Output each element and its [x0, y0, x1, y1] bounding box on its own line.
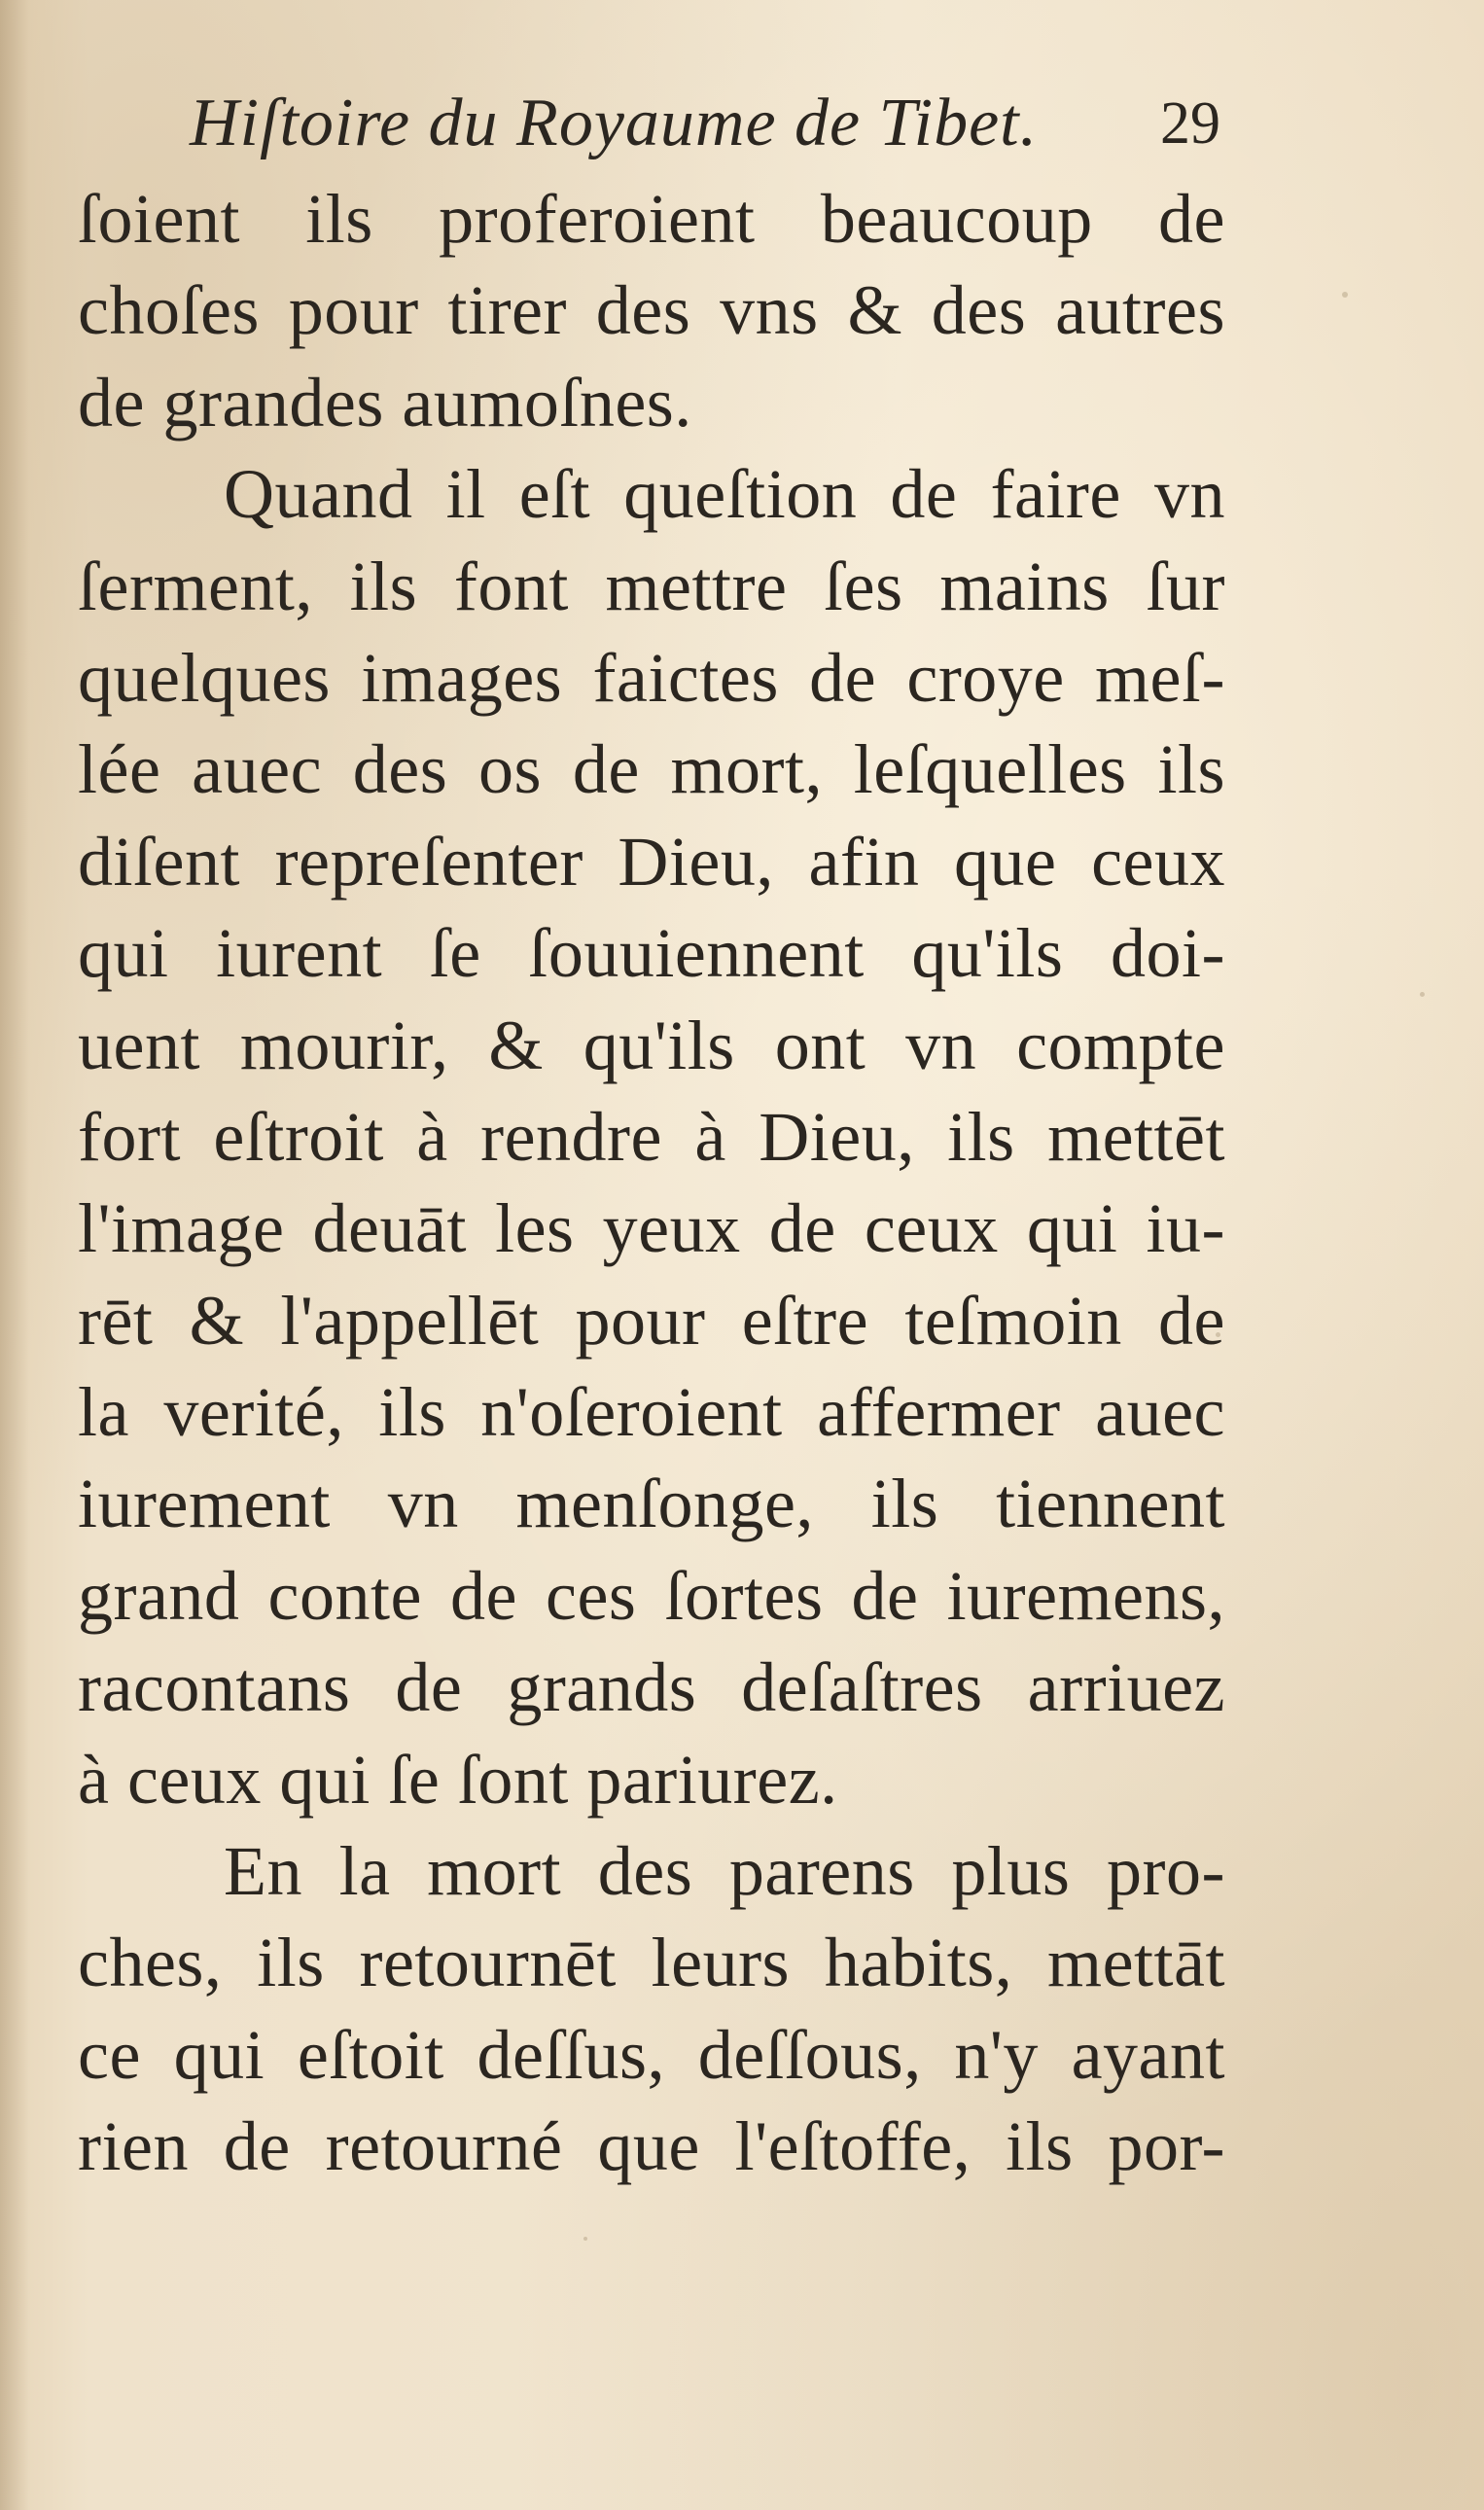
text-line: racontans de grands deſaſtres arriuez	[78, 1648, 1225, 1727]
text-line: rien de retourné que l'eſtoffe, ils por-	[78, 2107, 1225, 2186]
text-line: à ceux qui ſe ſont pariurez.	[78, 1740, 838, 1819]
text-line: grand conte de ces ſortes de iuremens,	[78, 1556, 1225, 1635]
paper-speck	[1420, 992, 1425, 997]
text-line: diſent repreſenter Dieu, afin que ceux	[78, 822, 1225, 901]
text-line: ſoient ils proferoient beaucoup de	[78, 180, 1225, 258]
paragraph-start-line: Quand il eſt queſtion de faire vn	[224, 455, 1225, 534]
paper-speck	[583, 2237, 587, 2241]
text-line: l'image deuāt les yeux de ceux qui iu-	[78, 1189, 1225, 1268]
running-title: Hiſtoire du Royaume de Tibet.	[190, 86, 1039, 160]
text-line: fort eſtroit à rendre à Dieu, ils mettēt	[78, 1097, 1225, 1176]
text-line: iurement vn menſonge, ils tiennent	[78, 1465, 1225, 1543]
text-line: de grandes aumoſnes.	[78, 363, 692, 442]
text-line: ce qui eſtoit deſſus, deſſous, n'y ayant	[78, 2015, 1225, 2094]
text-line: quelques images faictes de croye meſ-	[78, 638, 1225, 717]
text-line: qui iurent ſe ſouuiennent qu'ils doi-	[78, 914, 1225, 993]
text-line: la verité, ils n'oſeroient affermer auec	[78, 1373, 1225, 1452]
text-line: lée auec des os de mort, leſquelles ils	[78, 730, 1225, 809]
page-number: 29	[1160, 90, 1220, 157]
text-line: uent mourir, & qu'ils ont vn compte	[78, 1006, 1225, 1084]
text-line: ſerment, ils font mettre ſes mains ſur	[78, 547, 1225, 625]
text-line: choſes pour tirer des vns & des autres	[78, 271, 1225, 350]
paper-speck	[1342, 292, 1348, 298]
body-text	[78, 173, 1225, 2193]
text-line: ches, ils retournēt leurs habits, mettāt	[78, 1924, 1225, 2002]
running-head	[190, 80, 1240, 167]
text-line: rēt & l'appellēt pour eſtre teſmoin de	[78, 1281, 1225, 1360]
paragraph-start-line: En la mort des parens plus pro-	[224, 1832, 1225, 1911]
